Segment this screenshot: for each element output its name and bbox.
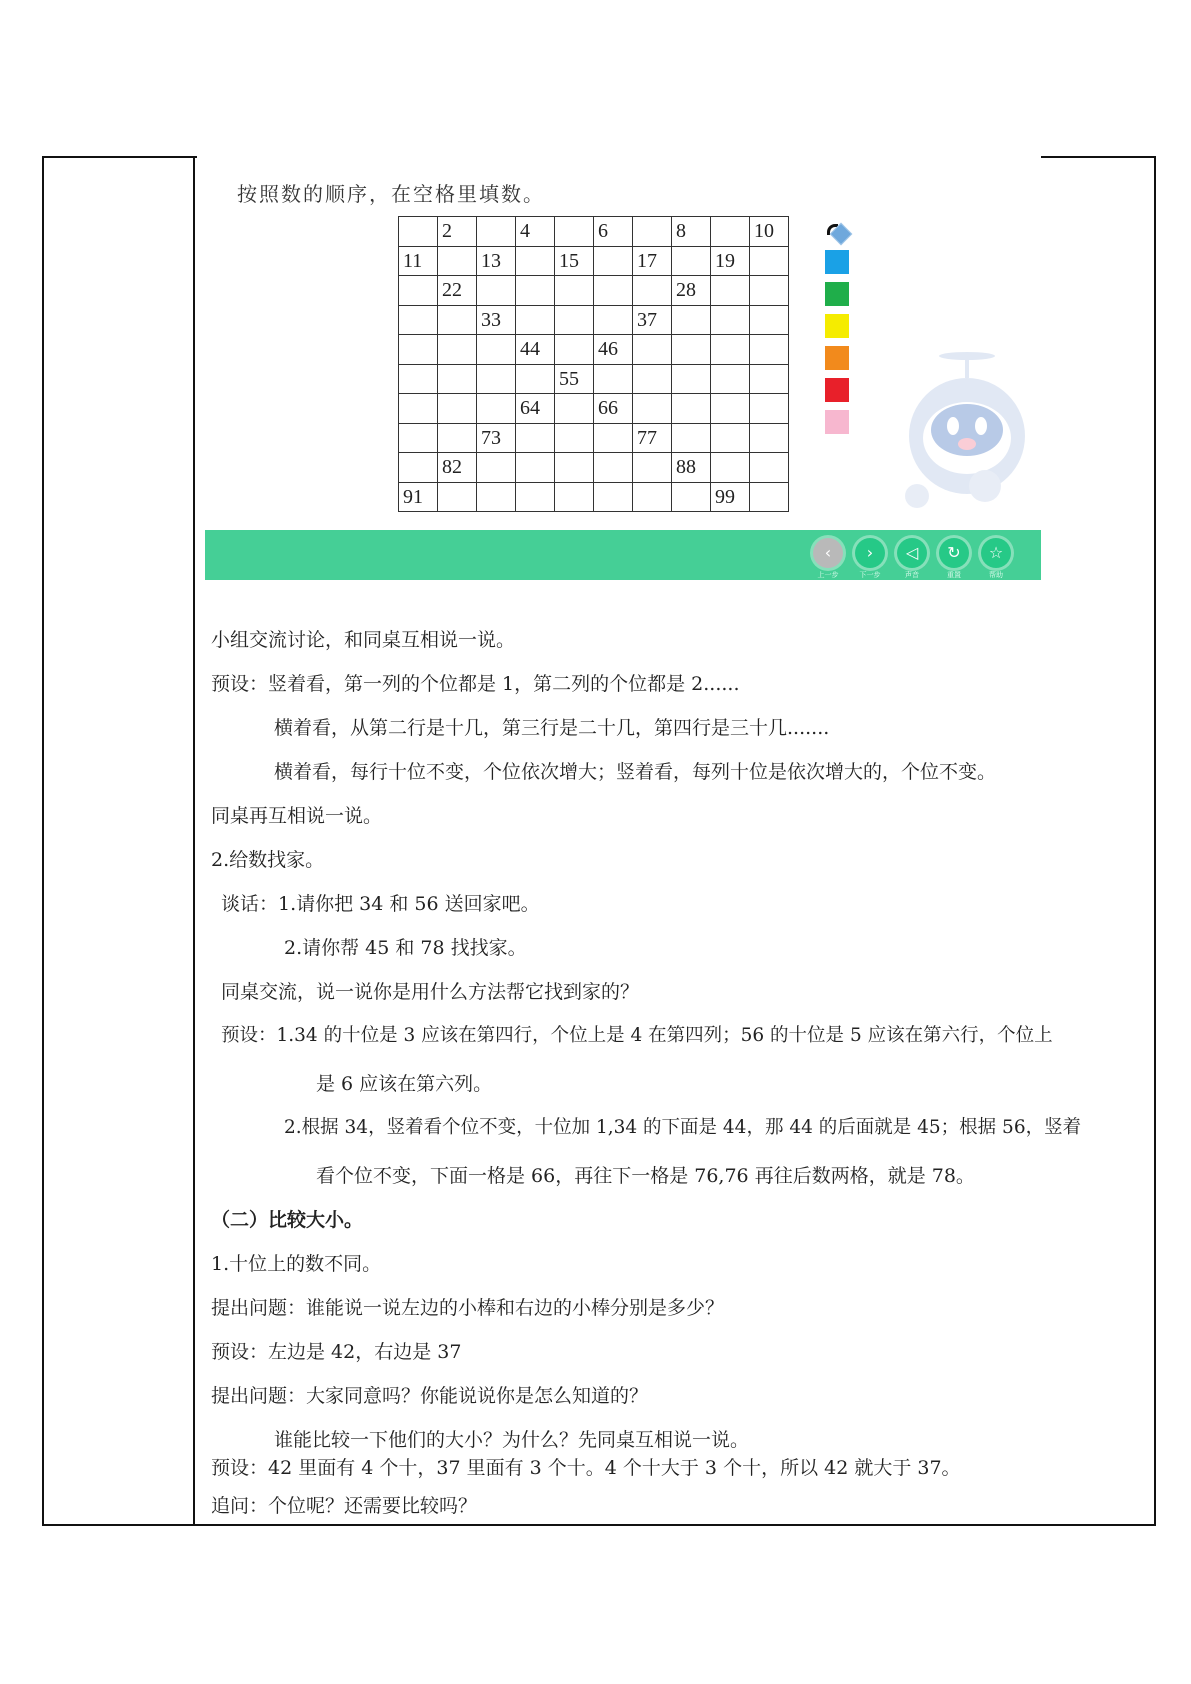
text-line: 同桌交流，说一说你是用什么方法帮它找到家的？ (221, 981, 640, 1003)
text-line: 提出问题：大家同意吗？你能说说你是怎么知道的？ (211, 1385, 649, 1407)
color-swatch[interactable] (825, 346, 849, 370)
grid-cell[interactable] (711, 217, 750, 247)
grid-cell[interactable] (438, 364, 477, 394)
grid-cell[interactable] (516, 276, 555, 306)
table-left-border (42, 156, 44, 1526)
toolbar-button-label: 帮助 (989, 571, 1003, 579)
grid-cell[interactable] (672, 394, 711, 424)
courseware-panel (205, 156, 1041, 580)
grid-row (399, 305, 789, 335)
color-swatch[interactable] (825, 314, 849, 338)
grid-cell[interactable]: 73 (477, 423, 516, 453)
grid-cell[interactable] (711, 305, 750, 335)
chevron-left-button[interactable] (813, 538, 843, 568)
color-swatch[interactable] (825, 410, 849, 434)
grid-cell[interactable] (594, 246, 633, 276)
grid-cell[interactable]: 88 (672, 453, 711, 483)
grid-cell[interactable] (711, 364, 750, 394)
grid-cell[interactable] (438, 394, 477, 424)
grid-cell[interactable] (633, 335, 672, 365)
grid-cell[interactable] (555, 276, 594, 306)
text-line: 同桌再互相说一说。 (211, 805, 383, 827)
grid-cell[interactable] (750, 246, 789, 276)
grid-row (399, 364, 789, 394)
table-column-divider (193, 156, 195, 1526)
grid-cell[interactable] (516, 482, 555, 512)
grid-cell[interactable]: 11 (399, 246, 438, 276)
grid-cell[interactable] (594, 364, 633, 394)
chevron-right-icon: › (866, 543, 874, 562)
color-palette (823, 222, 853, 442)
star-icon: ☆ (988, 543, 1004, 562)
grid-cell[interactable] (750, 482, 789, 512)
text-line: 谁能比较一下他们的大小？为什么？先同桌互相说一说。 (274, 1429, 750, 1451)
grid-cell[interactable]: 28 (672, 276, 711, 306)
chevron-right-button[interactable] (855, 538, 885, 568)
grid-cell[interactable]: 66 (594, 394, 633, 424)
grid-cell[interactable]: 99 (711, 482, 750, 512)
grid-cell[interactable]: 22 (438, 276, 477, 306)
text-line: 1.十位上的数不同。 (211, 1253, 382, 1275)
grid-cell[interactable] (399, 364, 438, 394)
grid-row (399, 217, 789, 247)
grid-cell[interactable] (672, 305, 711, 335)
grid-cell[interactable] (711, 423, 750, 453)
text-line: 预设：1.34 的十位是 3 应该在第四行，个位上是 4 在第四列；56 的十位是 5 应该在第六行，个位上 (221, 1025, 1053, 1046)
grid-cell[interactable] (594, 423, 633, 453)
sound-button[interactable] (897, 538, 927, 568)
grid-cell[interactable] (438, 246, 477, 276)
table-right-border (1154, 156, 1156, 1526)
text-line: 预设：竖着看，第一列的个位都是 1，第二列的个位都是 2...... (211, 673, 740, 695)
grid-cell[interactable] (594, 482, 633, 512)
grid-cell[interactable] (516, 364, 555, 394)
courseware-toolbar (205, 530, 1041, 580)
exercise-instruction: 按照数的顺序，在空格里填数。 (237, 182, 545, 206)
color-swatch[interactable] (825, 378, 849, 402)
grid-cell[interactable]: 13 (477, 246, 516, 276)
text-line: 2.根据 34，竖着看个位不变，十位加 1,34 的下面是 44，那 44 的后面就是 45；根据 56，竖着 (284, 1117, 1082, 1138)
grid-row (399, 276, 789, 306)
grid-cell[interactable]: 6 (594, 217, 633, 247)
grid-cell[interactable] (672, 246, 711, 276)
section-heading: （二）比较大小。 (211, 1209, 364, 1231)
grid-cell[interactable] (750, 335, 789, 365)
star-button[interactable] (981, 538, 1011, 568)
grid-cell[interactable]: 2 (438, 217, 477, 247)
grid-cell[interactable] (516, 453, 555, 483)
grid-cell[interactable] (555, 335, 594, 365)
grid-cell[interactable] (633, 217, 672, 247)
grid-cell[interactable] (399, 453, 438, 483)
grid-cell[interactable] (633, 453, 672, 483)
grid-cell[interactable] (399, 335, 438, 365)
grid-cell[interactable] (399, 423, 438, 453)
grid-cell[interactable]: 44 (516, 335, 555, 365)
grid-cell[interactable] (555, 394, 594, 424)
grid-cell[interactable] (516, 423, 555, 453)
text-line: 小组交流讨论，和同桌互相说一说。 (211, 629, 516, 651)
grid-cell[interactable] (516, 246, 555, 276)
grid-cell[interactable] (555, 453, 594, 483)
grid-cell[interactable]: 19 (711, 246, 750, 276)
grid-cell[interactable] (555, 482, 594, 512)
refresh-icon: ↻ (947, 543, 961, 562)
grid-row (399, 423, 789, 453)
grid-cell[interactable] (438, 423, 477, 453)
text-line: 2.给数找家。 (211, 849, 325, 871)
toolbar-button-label: 重置 (947, 571, 961, 579)
grid-cell[interactable] (477, 335, 516, 365)
grid-cell[interactable] (594, 276, 633, 306)
grid-cell[interactable] (711, 394, 750, 424)
grid-cell[interactable] (750, 453, 789, 483)
toolbar-button-label: 上一步 (817, 571, 839, 579)
text-line: 预设：42 里面有 4 个十，37 里面有 3 个十。4 个十大于 3 个十，所以 42 就大于 37。 (211, 1457, 961, 1479)
grid-cell[interactable] (438, 305, 477, 335)
grid-cell[interactable]: 4 (516, 217, 555, 247)
text-line: 谈话：1.请你把 34 和 56 送回家吧。 (221, 893, 540, 915)
grid-cell[interactable]: 10 (750, 217, 789, 247)
grid-cell[interactable]: 15 (555, 246, 594, 276)
grid-cell[interactable]: 33 (477, 305, 516, 335)
text-line: 2.请你帮 45 和 78 找找家。 (284, 937, 527, 959)
grid-cell[interactable] (477, 482, 516, 512)
grid-cell[interactable] (633, 394, 672, 424)
grid-cell[interactable] (633, 276, 672, 306)
table-bottom-border (42, 1524, 1156, 1526)
chevron-left-icon: ‹ (824, 543, 832, 562)
grid-cell[interactable]: 55 (555, 364, 594, 394)
table-top-border-right (1040, 156, 1156, 158)
grid-cell[interactable] (633, 364, 672, 394)
grid-row (399, 453, 789, 483)
grid-cell[interactable]: 77 (633, 423, 672, 453)
grid-cell[interactable] (516, 305, 555, 335)
grid-cell[interactable] (594, 453, 633, 483)
grid-row (399, 246, 789, 276)
grid-cell[interactable] (555, 423, 594, 453)
grid-cell[interactable]: 46 (594, 335, 633, 365)
grid-cell[interactable] (438, 335, 477, 365)
table-top-border (42, 156, 197, 158)
robot-mascot-image (895, 346, 1040, 516)
grid-cell[interactable] (750, 423, 789, 453)
text-line: 是 6 应该在第六列。 (316, 1073, 493, 1095)
grid-cell[interactable] (555, 217, 594, 247)
grid-cell[interactable] (672, 482, 711, 512)
refresh-button[interactable] (939, 538, 969, 568)
sound-icon: ◁ (905, 543, 919, 562)
color-swatch[interactable] (825, 250, 849, 274)
grid-cell[interactable] (672, 364, 711, 394)
grid-cell[interactable] (399, 217, 438, 247)
grid-cell[interactable] (711, 453, 750, 483)
text-line: 提出问题：谁能说一说左边的小棒和右边的小棒分别是多少？ (211, 1297, 725, 1319)
grid-row (399, 482, 789, 512)
grid-cell[interactable]: 17 (633, 246, 672, 276)
grid-cell[interactable] (594, 305, 633, 335)
grid-cell[interactable] (555, 305, 594, 335)
toolbar-button-label: 下一步 (859, 571, 881, 579)
text-line: 追问：个位呢？还需要比较吗？ (211, 1495, 478, 1517)
color-swatch[interactable] (825, 282, 849, 306)
text-line: 横着看，从第二行是十几，第三行是二十几，第四行是三十几....... (274, 717, 830, 739)
grid-cell[interactable] (672, 335, 711, 365)
text-line: 看个位不变，下面一格是 66，再往下一格是 76,76 再往后数两格，就是 78。 (316, 1165, 975, 1187)
grid-cell[interactable] (477, 394, 516, 424)
grid-cell[interactable] (750, 305, 789, 335)
grid-cell[interactable] (750, 394, 789, 424)
pen-icon[interactable] (827, 222, 847, 242)
grid-cell[interactable]: 8 (672, 217, 711, 247)
grid-cell[interactable]: 91 (399, 482, 438, 512)
grid-row (399, 394, 789, 424)
grid-cell[interactable] (399, 305, 438, 335)
grid-cell[interactable] (477, 276, 516, 306)
grid-cell[interactable] (477, 364, 516, 394)
grid-cell[interactable]: 64 (516, 394, 555, 424)
grid-cell[interactable] (438, 482, 477, 512)
grid-row (399, 335, 789, 365)
grid-cell[interactable] (399, 276, 438, 306)
grid-cell[interactable]: 37 (633, 305, 672, 335)
hundred-chart (398, 216, 789, 512)
grid-cell[interactable] (633, 482, 672, 512)
toolbar-button-label: 声音 (905, 571, 919, 579)
grid-cell[interactable] (750, 364, 789, 394)
grid-cell[interactable] (711, 276, 750, 306)
text-line: 横着看，每行十位不变，个位依次增大；竖着看，每列十位是依次增大的，个位不变。 (274, 761, 997, 783)
text-line: 预设：左边是 42，右边是 37 (211, 1341, 462, 1363)
grid-cell[interactable] (711, 335, 750, 365)
grid-cell[interactable] (399, 394, 438, 424)
grid-cell[interactable] (477, 217, 516, 247)
grid-cell[interactable]: 82 (438, 453, 477, 483)
grid-cell[interactable] (672, 423, 711, 453)
grid-cell[interactable] (477, 453, 516, 483)
grid-cell[interactable] (750, 276, 789, 306)
